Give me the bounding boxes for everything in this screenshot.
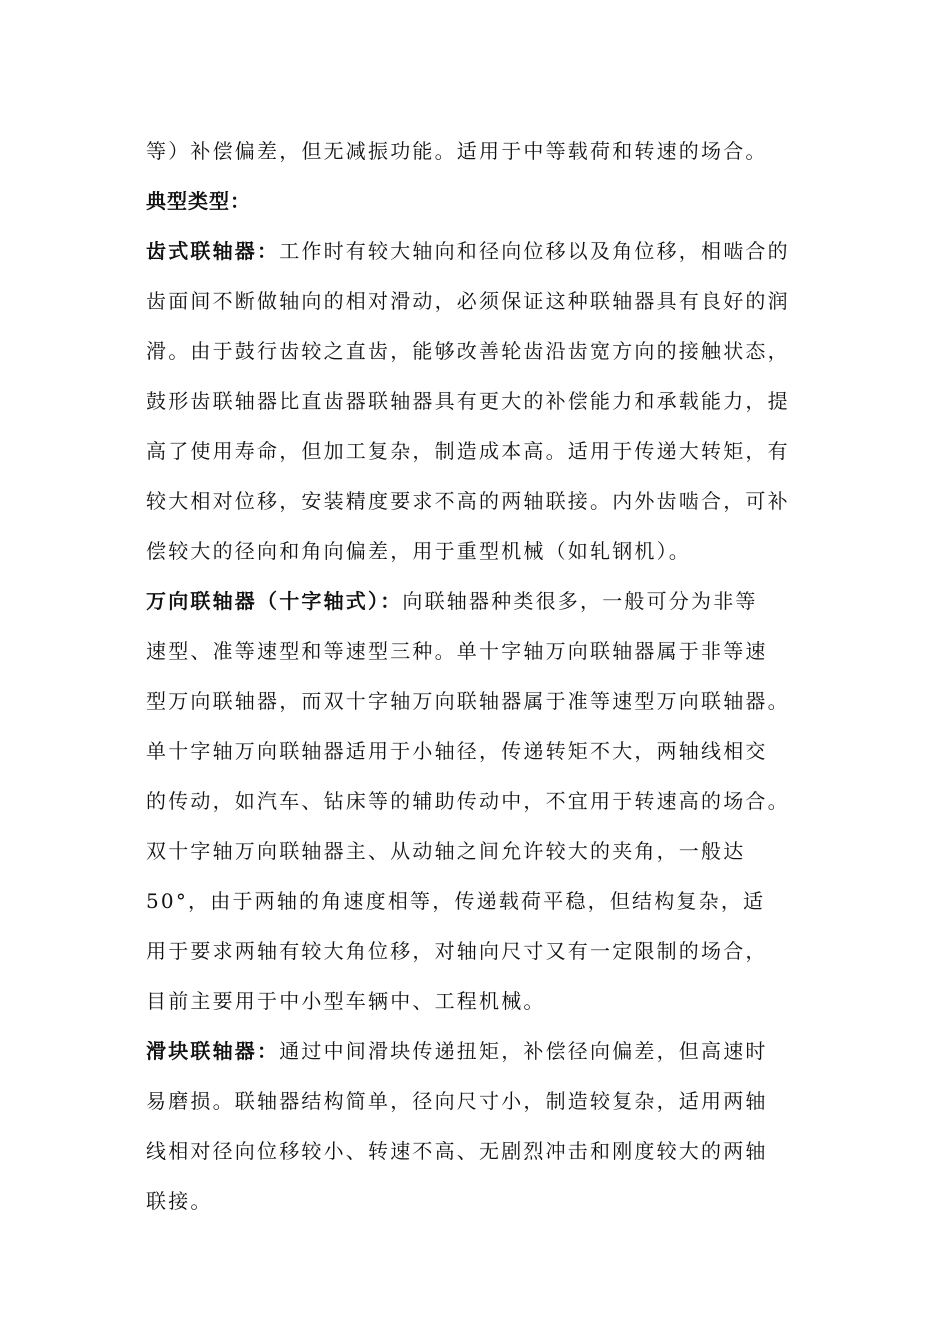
line-text: 通过中间滑块传递扭矩，补偿径向偏差，但高速时 <box>279 1039 768 1063</box>
body-line <box>146 737 846 765</box>
line-text: 高了使用寿命，但加工复杂，制造成本高。适用于传递大转矩，有 <box>146 439 790 463</box>
body-line <box>146 987 846 1015</box>
body-line <box>146 337 846 365</box>
body-line <box>146 837 846 865</box>
universal-coupling-line <box>146 587 846 615</box>
line-text: 向联轴器种类很多，一般可分为非等 <box>402 589 758 613</box>
body-line <box>146 887 846 915</box>
body-line <box>146 437 846 465</box>
body-line <box>146 387 846 415</box>
body-line <box>146 287 846 315</box>
term-slider-coupling: 滑块联轴器： <box>146 1039 280 1063</box>
line-text: 偿较大的径向和角向偏差，用于重型机械（如轧钢机）。 <box>146 539 691 563</box>
line-text: 速型、准等速型和等速型三种。单十字轴万向联轴器属于非等速 <box>146 639 768 663</box>
line-text: 鼓形齿联轴器比直齿器联轴器具有更大的补偿能力和承载能力，提 <box>146 389 790 413</box>
line-text: 单十字轴万向联轴器适用于小轴径，传递转矩不大，两轴线相交 <box>146 739 768 763</box>
term-gear-coupling: 齿式联轴器： <box>146 239 280 263</box>
body-line <box>146 637 846 665</box>
line-text: 滑。由于鼓行齿较之直齿，能够改善轮齿沿齿宽方向的接触状态， <box>146 339 790 363</box>
gear-coupling-line <box>146 237 846 265</box>
section-heading <box>146 187 846 215</box>
body-line <box>146 1187 846 1215</box>
line-text: 较大相对位移，安装精度要求不高的两轴联接。内外齿啮合，可补 <box>146 489 790 513</box>
body-line <box>146 137 846 165</box>
line-text: 联接。 <box>146 1189 213 1213</box>
line-text: 型万向联轴器，而双十字轴万向联轴器属于准等速型万向联轴器。 <box>146 689 790 713</box>
term-universal-coupling: 万向联轴器（十字轴式）： <box>146 589 403 613</box>
line-text: 50°，由于两轴的角速度相等，传递载荷平稳，但结构复杂，适 <box>146 889 766 913</box>
body-line <box>146 537 846 565</box>
body-line <box>146 687 846 715</box>
body-line <box>146 937 846 965</box>
line-text: 用于要求两轴有较大角位移，对轴向尺寸又有一定限制的场合， <box>146 939 768 963</box>
line-text: 等）补偿偏差，但无减振功能。适用于中等载荷和转速的场合。 <box>146 139 768 163</box>
line-text: 齿面间不断做轴向的相对滑动，必须保证这种联轴器具有良好的润 <box>146 289 790 313</box>
slider-coupling-line <box>146 1037 846 1065</box>
line-text: 双十字轴万向联轴器主、从动轴之间允许较大的夹角，一般达 <box>146 839 746 863</box>
line-text: 目前主要用于中小型车辆中、工程机械。 <box>146 989 546 1013</box>
body-line <box>146 1087 846 1115</box>
line-text: 工作时有较大轴向和径向位移以及角位移，相啮合的 <box>279 239 790 263</box>
body-line <box>146 487 846 515</box>
heading-text: 典型类型： <box>146 189 251 213</box>
line-text: 易磨损。联轴器结构简单，径向尺寸小，制造较复杂，适用两轴 <box>146 1089 768 1113</box>
line-text: 的传动，如汽车、钻床等的辅助传动中，不宜用于转速高的场合。 <box>146 789 790 813</box>
body-line <box>146 787 846 815</box>
body-line <box>146 1137 846 1165</box>
line-text: 线相对径向位移较小、转速不高、无剧烈冲击和刚度较大的两轴 <box>146 1139 768 1163</box>
